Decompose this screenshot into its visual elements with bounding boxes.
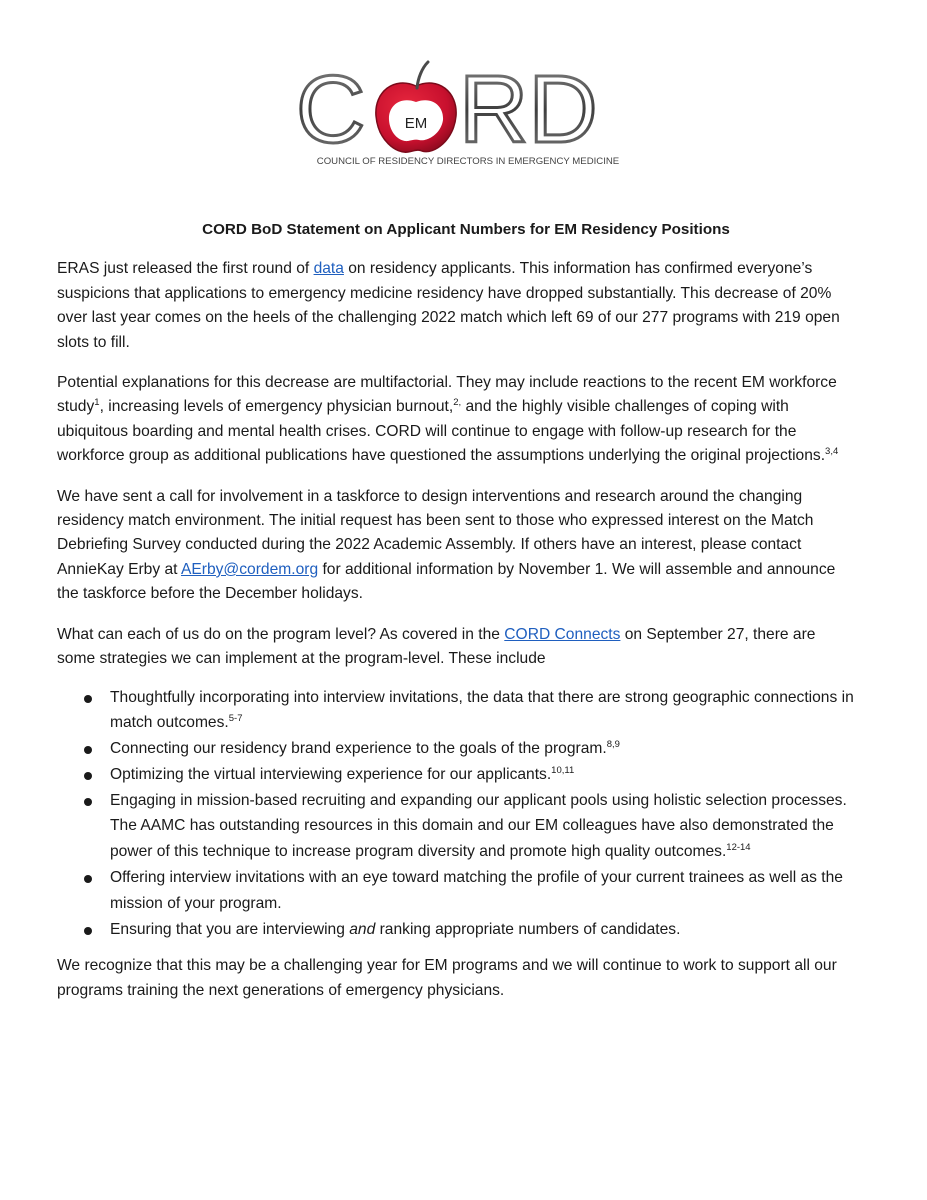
para2-text-a: Potential explanations for this decrease are multifactorial. They may include reactions to the recent EM workforce study: [57, 374, 837, 416]
list-item-text: Connecting our residency brand experience to the goals of the program.: [110, 740, 607, 758]
bullet-icon: [84, 875, 92, 883]
para4-text-b: on September 27, there are some strategies we can implement at the program-level. These include: [57, 625, 816, 668]
paragraph-closing: We recognize that this may be a challenging year for EM programs and we will continue to work to support all our programs training the next generations of emergency physicians.: [57, 957, 837, 999]
cord-logo-graphic: [296, 58, 641, 174]
paragraph-eras-data: [57, 257, 857, 355]
bullet-icon: [84, 798, 92, 806]
list-item: [57, 788, 857, 865]
list-item: [57, 865, 857, 917]
citation-2: 2,: [453, 397, 462, 409]
list-item: [57, 762, 857, 788]
paragraph-taskforce: [57, 485, 857, 607]
citation-1: 1: [94, 397, 100, 409]
list-item-text: Optimizing the virtual interviewing experience for our applicants.: [110, 765, 552, 783]
list-item-emphasis: and: [349, 920, 376, 938]
cord-logo: [296, 58, 641, 174]
list-item-text: Thoughtfully incorporating into interview invitations, the data that there are strong geographic connections in match outcomes.: [110, 688, 854, 732]
statement-body: [57, 218, 857, 1019]
citation-3-4: 3,4: [825, 446, 839, 458]
list-item: [57, 736, 857, 762]
list-item-text: Engaging in mission-based recruiting and expanding our applicant pools using holistic selection processes. The AAMC has outstanding resources in this domain and our EM colleagues have also demonstrated the power of this technique to increase program diversity and promote high quality outcomes.: [110, 791, 847, 861]
paragraph-program-level: [57, 623, 857, 672]
para2-text-c: and the highly visible challenges of coping with ubiquitous boarding and mental health crises. CORD will continue to engage with follow-up research for the workforce group as additional publications have questioned the assumptions underlying the original projections.: [57, 398, 826, 465]
para3-text-b: for additional information by November 1. We will assemble and announce the taskforce before the December holidays.: [57, 560, 836, 603]
logo-letter-c: C: [296, 58, 366, 163]
paragraph-explanations: [57, 371, 857, 469]
para3-text-a: We have sent a call for involvement in a taskforce to design interventions and research around the changing residency match environment. The initial request has been sent to those who expressed interest on the Match Debriefing Survey conducted during the 2022 Academic Assembly. If others have an interest, please contact AnnieKay Erby at: [57, 487, 814, 578]
list-item-text-a: Ensuring that you are interviewing: [110, 920, 350, 938]
list-item-citation: 5-7: [228, 713, 243, 725]
list-item-text-b: ranking appropriate numbers of candidates.: [375, 920, 681, 938]
list-item: [57, 917, 857, 943]
logo-letters-rd: RD: [459, 58, 598, 163]
strategy-list: [57, 685, 857, 943]
list-item-citation: 10,11: [551, 764, 575, 776]
data-link[interactable]: data: [313, 260, 344, 278]
para1-text-a: ERAS just released the first round of: [57, 260, 314, 278]
apple-icon: [376, 62, 456, 152]
bullet-icon: [84, 772, 92, 780]
page-title: CORD BoD Statement on Applicant Numbers for EM Residency Positions: [202, 221, 730, 238]
list-item-citation: 8,9: [606, 739, 620, 751]
bullet-icon: [84, 695, 92, 703]
para4-text-a: What can each of us do on the program level? As covered in the: [57, 625, 505, 643]
list-item-citation: 12-14: [726, 842, 751, 854]
para2-text-b: , increasing levels of emergency physician burnout,: [99, 398, 454, 416]
logo-subtitle: COUNCIL OF RESIDENCY DIRECTORS IN EMERGENCY MEDICINE: [316, 156, 620, 167]
bullet-icon: [84, 746, 92, 754]
cord-connects-link[interactable]: CORD Connects: [504, 625, 621, 643]
list-item: [57, 685, 857, 737]
email-link[interactable]: AErby@cordem.org: [180, 560, 319, 578]
logo-em-label: EM: [404, 115, 428, 132]
list-item-text: Offering interview invitations with an eye toward matching the profile of your current trainees as well as the mission of your program.: [110, 869, 843, 912]
para1-text-b: on residency applicants. This information has confirmed everyone’s suspicions that applications to emergency medicine residency have dropped substantially. This decrease of 20% over last year comes on the heels of the challenging 2022 match which left 69 of our 277 programs with 219 open slots to fill.: [57, 260, 840, 351]
bullet-icon: [84, 927, 92, 935]
